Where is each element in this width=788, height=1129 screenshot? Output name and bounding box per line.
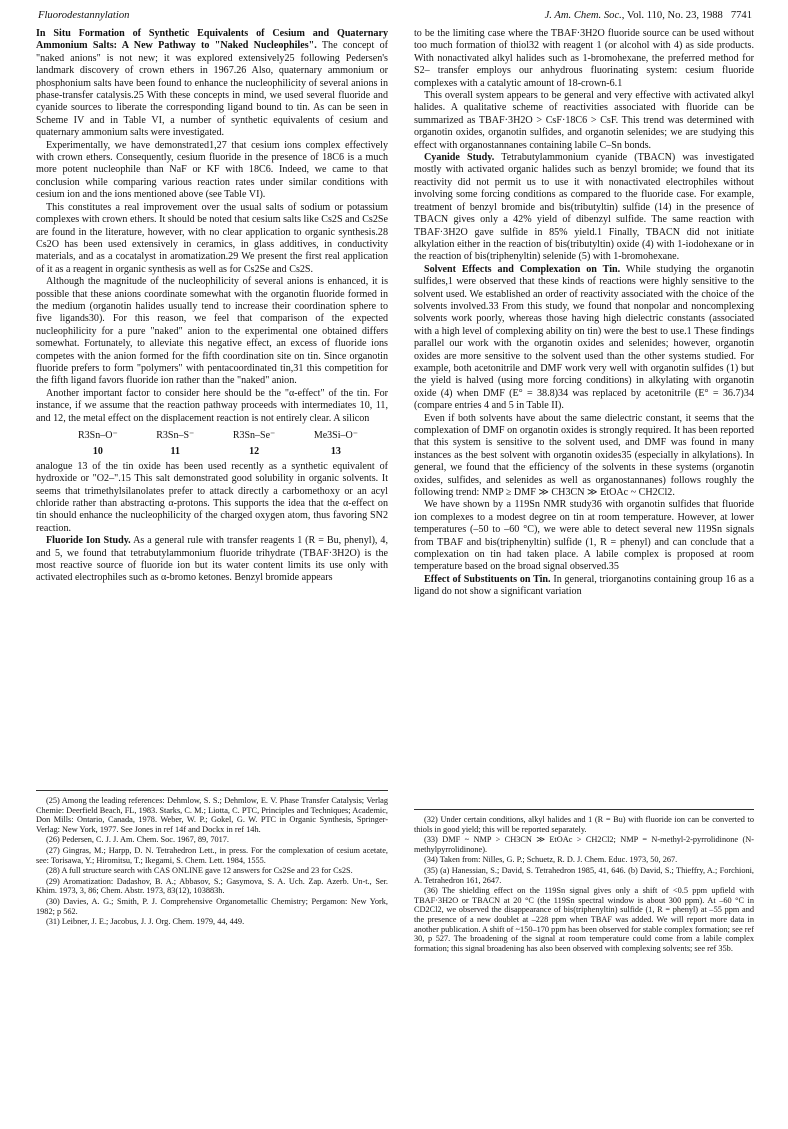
- footnote: (28) A full structure search with CAS ONLINE gave 12 answers for Cs2Se and 23 for Cs2S.: [46, 866, 353, 876]
- structure-label: 10: [92, 446, 103, 458]
- footnote: (36) The shielding effect on the 119Sn signal gives only a shift of <0.5 ppm upfield with TBAF·3H2O or TBACN at 20 °C (the 119Sn spectral window is about 300 ppm). At –60 °C in CD2Cl2, we observed the disappearance of bis(triphenyltin) sulfide (1, R = phenyl) at –55 ppm and the presence of a new doublet at –228 ppm when TBAF was added. We will report more data in another publication. A shift of ~150–170 ppm has been observed for stable complex formation; see ref 30, p 527. The broadening of the signal at room temperature could come from a labile complex formation; this signal broadening has also been observed with complexing solvents; see ref 35b.: [414, 886, 754, 953]
- footnote: (27) Gingras, M.; Harpp, D. N. Tetrahedron Lett., in press. For the complexation of cesium acetate, see: Torisawa, Y.; Hiromitsu, T.; Ikegami, S. Chem. Lett. 1984, 1555.: [36, 845, 388, 865]
- footnote: (30) Davies, A. G.; Smith, P. J. Comprehensive Organometallic Chemistry; Pergamon: New York, 1982; p 562.: [36, 896, 388, 916]
- footnote-divider: [414, 809, 754, 810]
- footnote: (33) DMF ~ NMP > CH3CN ≫ EtOAc > CH2Cl2; NMP = N-methyl-2-pyrrolidinone (N-methylpyrrolidinone).: [414, 835, 754, 854]
- section-heading: Cyanide Study.: [424, 152, 495, 164]
- footnote: (31) Leibner, J. E.; Jacobus, J. J. Org. Chem. 1979, 44, 449.: [46, 917, 245, 927]
- paragraph-text: The concept of "naked anions" is not new; it was explored extensively25 following Pedersen's landmark discovery of crown ethers in 1967.26 Also, quaternary ammonium or phosphonium salts have been found to enhance the nucleophilicity of several anions in phase-transfer catalysis.25 With these concepts in mind, we used several fluoride and cyanide sources to liberate the corresponding ligand bound to tin. As can be seen in Scheme IV and in Table VI, a number of synthetic equivalents of cesium and quaternary ammonium salts were investigated.: [36, 40, 388, 139]
- section-heading: Effect of Substituents on Tin.: [424, 573, 551, 585]
- paragraph: [36, 535, 388, 585]
- paragraph: This constitutes a real improvement over the usual salts of sodium or potassium complexes with crown ethers. It should be noted that cesium salts like Cs2S and Cs2Se are found in the literature, however, with no clear application to organic synthesis.28 Cs2O has been used extensively in ceramics, in glass additives, in conductivity materials, and as a cocatalyst in aromatization.29 We present the first real application of it as a reagent in organic synthesis as well as for Cs2Se and Cs2S.: [36, 201, 388, 275]
- running-head: Fluorodestannylation: [38, 10, 130, 21]
- volume-info: Vol. 110, No. 23, 1988: [626, 10, 723, 21]
- footnote: (34) Taken from: Nilles, G. P.; Schuetz, R. D. J. Chem. Educ. 1973, 50, 267.: [424, 855, 678, 865]
- section-heading: In Situ Formation of Synthetic Equivalents of Cesium and Quaternary Ammonium Salts: A New Pathway to "Naked Nucleophiles".: [36, 28, 388, 52]
- footnotes-right: [414, 815, 754, 954]
- footnote-divider: [36, 790, 388, 791]
- paragraph: [414, 152, 754, 264]
- journal-name: J. Am. Chem. Soc.: [544, 10, 622, 21]
- footnote: (25) Among the leading references: Dehmlow, S. S.; Dehmlow, E. V. Phase Transfer Catalysis; Verlag Chemie: Deerfield Beach, FL, 1983. Starks, C. M.; Liotta, C. PTC, Principles and Techniques; Academic, Don Mills: Ontario, Canada, 1978. Weber, W. P.; Gokel, G. W. PTC in Organic Synthesis, Springer-Verlag: New York, 1977. See Jones in ref 14f and Dockx in ref 14h.: [36, 796, 388, 834]
- footnote: (29) Aromatization: Dadashov, B. A.; Abbasov, S.; Gasymova, S. A. Uch. Zap. Azerb. Un-t., Ser. Khim. 1973, 3, 86; Chem. Abstr. 1973, 83(12), 103883h.: [36, 876, 388, 896]
- paragraph: Another important factor to consider here should be the "α-effect" of the tin. For instance, if we assume that the reaction pathway proceeds with intermediates 10, 11, and 12, the metal effect on the displacement reaction is not entirely clear. A silicon: [36, 387, 388, 424]
- section-heading: Fluoride Ion Study.: [46, 535, 131, 547]
- paragraph: Experimentally, we have demonstrated1,27 that cesium ions complex effectively with crown ethers. Consequently, cesium fluoride in the presence of 18C6 is a much more potent nucleophile than NaF or KF with 18C6. Indeed, we came to that conclusion while comparing various reaction rates under similar conditions with cesium ion and the ions mentioned above (see Table VI).: [36, 139, 388, 201]
- structure: [156, 430, 194, 459]
- structure: [314, 430, 358, 459]
- paragraph: [414, 574, 754, 599]
- structure-formula: Me3Si–O⁻: [313, 430, 358, 441]
- page-number: 7741: [730, 10, 752, 21]
- paragraph-text: As a general rule with transfer reagents 1 (R = Bu, phenyl), 4, and 5, we found that tetrabutylammonium fluoride trihydrate (TBAF·3H2O) is the most reactive source of fluoride ion but its water content limits its use only with activated electrophiles such as α-bromo ketones. Benzyl bromide appears: [36, 535, 388, 584]
- paragraph: Even if both solvents have about the same dielectric constant, it seems that the complexation of DMF on organotin oxides is strongly required. It has been reported that this system is sensitive to the solvent used, and DMF was found in many instances as the best solvent with organotin oxides35 (especially in alkylations). In general, we found that the efficiency of the solvents in these systems (organotin oxides, sulfides, and selenides as well as organostannanes) follows roughly the following trend: NMP ≥ DMF ≫ CH3CN ≫ EtOAc ~ CH2Cl2.: [414, 412, 754, 499]
- paragraph-text: Tetrabutylammonium cyanide (TBACN) was investigated mostly with activated organic halides such as benzyl bromide; we found that its reactivity did not permit us to use it with nonactivated electrophiles without involving some forcing conditions as compared to the fluoride case. For example, treatment of benzyl bromide and bis(tributyltin) sulfide (14) in the presence of TBACN gives only a 42% yield of dibenzyl sulfide. The same reaction with TBAF·3H2O gave sulfide in 85% yield.1 Finally, TBACN did not initiate alkylation either in the reaction of bis(tributyltin) oxide (4) with 1-iodohexane or in the reaction of bis(triphenyltin) selenide (5) with 1-bromohexane.: [414, 152, 755, 263]
- section-heading: Solvent Effects and Complexation on Tin.: [424, 263, 621, 275]
- journal-citation: J. Am. Chem. Soc., Vol. 110, No. 23, 1988 7741: [544, 10, 752, 21]
- structure-label: 11: [170, 446, 180, 458]
- paragraph: [36, 28, 388, 140]
- paragraph: [414, 264, 754, 413]
- footnotes-left: [36, 796, 388, 928]
- paragraph: This overall system appears to be general and very effective with activated alkyl halides. A qualitative scheme of reactivities associated with fluoride can be summarized as TBAF·3H2O > CsF·18C6 > CsF. This trend was determined with organotin oxides, organotin sulfides, and organotin selenides; we are studying this effect with organostannanes containing labile C–Sn bonds.: [414, 90, 754, 151]
- paragraph: Although the magnitude of the nucleophilicity of several anions is enhanced, it is possible that these anions coordinate somewhat with the organotin fluoride formed in the medium (organotin halides usually tend to increase their coordination sphere to five ligands30). For this reason, we feel that comparison of the expected nucleophilicity for a pure "naked" anion to the experimental one obtained differs somewhat. Fortunately, to alleviate this negative effect, an excess of fluoride ions competes with the anion formed for the fifth coordination site on tin. Since organotin fluoride prefers to form "polymers" with pentacoordinated tin,31 this competition for the fifth ligand favors fluoride ion rather than the "naked" anion.: [36, 276, 388, 387]
- structure: [78, 430, 118, 459]
- paragraph: analogue 13 of the tin oxide has been used recently as a synthetic equivalent of hydroxide or "O2–".15 This salt demonstrated good solubility in organic solvents. It seems that trimethylsilanolates prefer to attack directly a carbomethoxy or an acyl chloride rather than abstracting α-protons. This supports the idea that the α-effect on tin should enhance the nucleophilicity of the charged oxygen atom, thus favoring SN2 reaction.: [36, 460, 388, 534]
- structure: [233, 430, 276, 459]
- footnote: (26) Pedersen, C. J. J. Am. Chem. Soc. 1967, 89, 7017.: [46, 835, 229, 845]
- paragraph-text: While studying the organotin sulfides,1 were observed that these kinds of reactions were highly sensitive to the solvent used. We established an order of reactivity associated with the choice of the solvents involved.33 From this study, we found that nonpolar and noncomplexing solvents work poorly, whereas those having high dielectric constants (associated with a high level of complexing ability on tin) were the best to use.1 These findings parallel our work with the organotin oxides and selenides; however, organotin oxides are more sensitive to the solvent used than the other systems studied. For example, both acetonitrile and DMF work very well with organotin sulfides (1) but the yield is halved (using more forcing conditions) in alkylating with organotin oxide (4) when DMF (E° = 38.8)34 was replaced by acetonitrile (E° = 36.7)34 (compare entries 4 and 5 in Table II).: [414, 263, 754, 412]
- paragraph: We have shown by a 119Sn NMR study36 with organotin sulfides that fluoride ion complexes to a modest degree on tin at room temperature. However, at lower temperatures (–50 to –60 °C), we were able to detect several new 119Sn signals from TBAF and bis(triphenyltin) sulfide (1, R = phenyl) and can conclude that a complexation on tin had taken place. A labile complex is proposed at room temperature based on the broad signal observed.35: [414, 499, 754, 573]
- structure-formula: R3Sn–S⁻: [156, 430, 195, 441]
- structure-label: 12: [249, 446, 260, 458]
- structure-label: 13: [330, 446, 341, 458]
- paragraph: to be the limiting case where the TBAF·3H2O fluoride source can be used without too much formation of thiol32 with reagent 1 (or alcohol with 4) as side products. With nonactivated alkyl halides such as 1-bromohexane, the preferred method for S2– transfer employs our anhydrous fluorinating system: cesium fluoride complexes with a catalytic amount of 18-crown-6.1: [414, 28, 754, 89]
- left-column: [36, 28, 388, 585]
- footnote: (32) Under certain conditions, alkyl halides and 1 (R = Bu) with fluoride ion can be converted to thiols in good yield; this will be reported separately.: [414, 815, 754, 834]
- structure-row: [78, 430, 358, 459]
- right-column: [414, 28, 754, 599]
- footnote: (35) (a) Hanessian, S.; David, S. Tetrahedron 1985, 41, 646. (b) David, S.; Thieffry, A.; Forchioni, A. Tetrahedron 161, 2647.: [414, 865, 754, 885]
- paragraph-text: In general, triorganotins containing group 16 as a ligand do not show a significant variation: [414, 573, 754, 598]
- structure-formula: R3Sn–Se⁻: [232, 430, 276, 441]
- structure-formula: R3Sn–O⁻: [78, 430, 118, 441]
